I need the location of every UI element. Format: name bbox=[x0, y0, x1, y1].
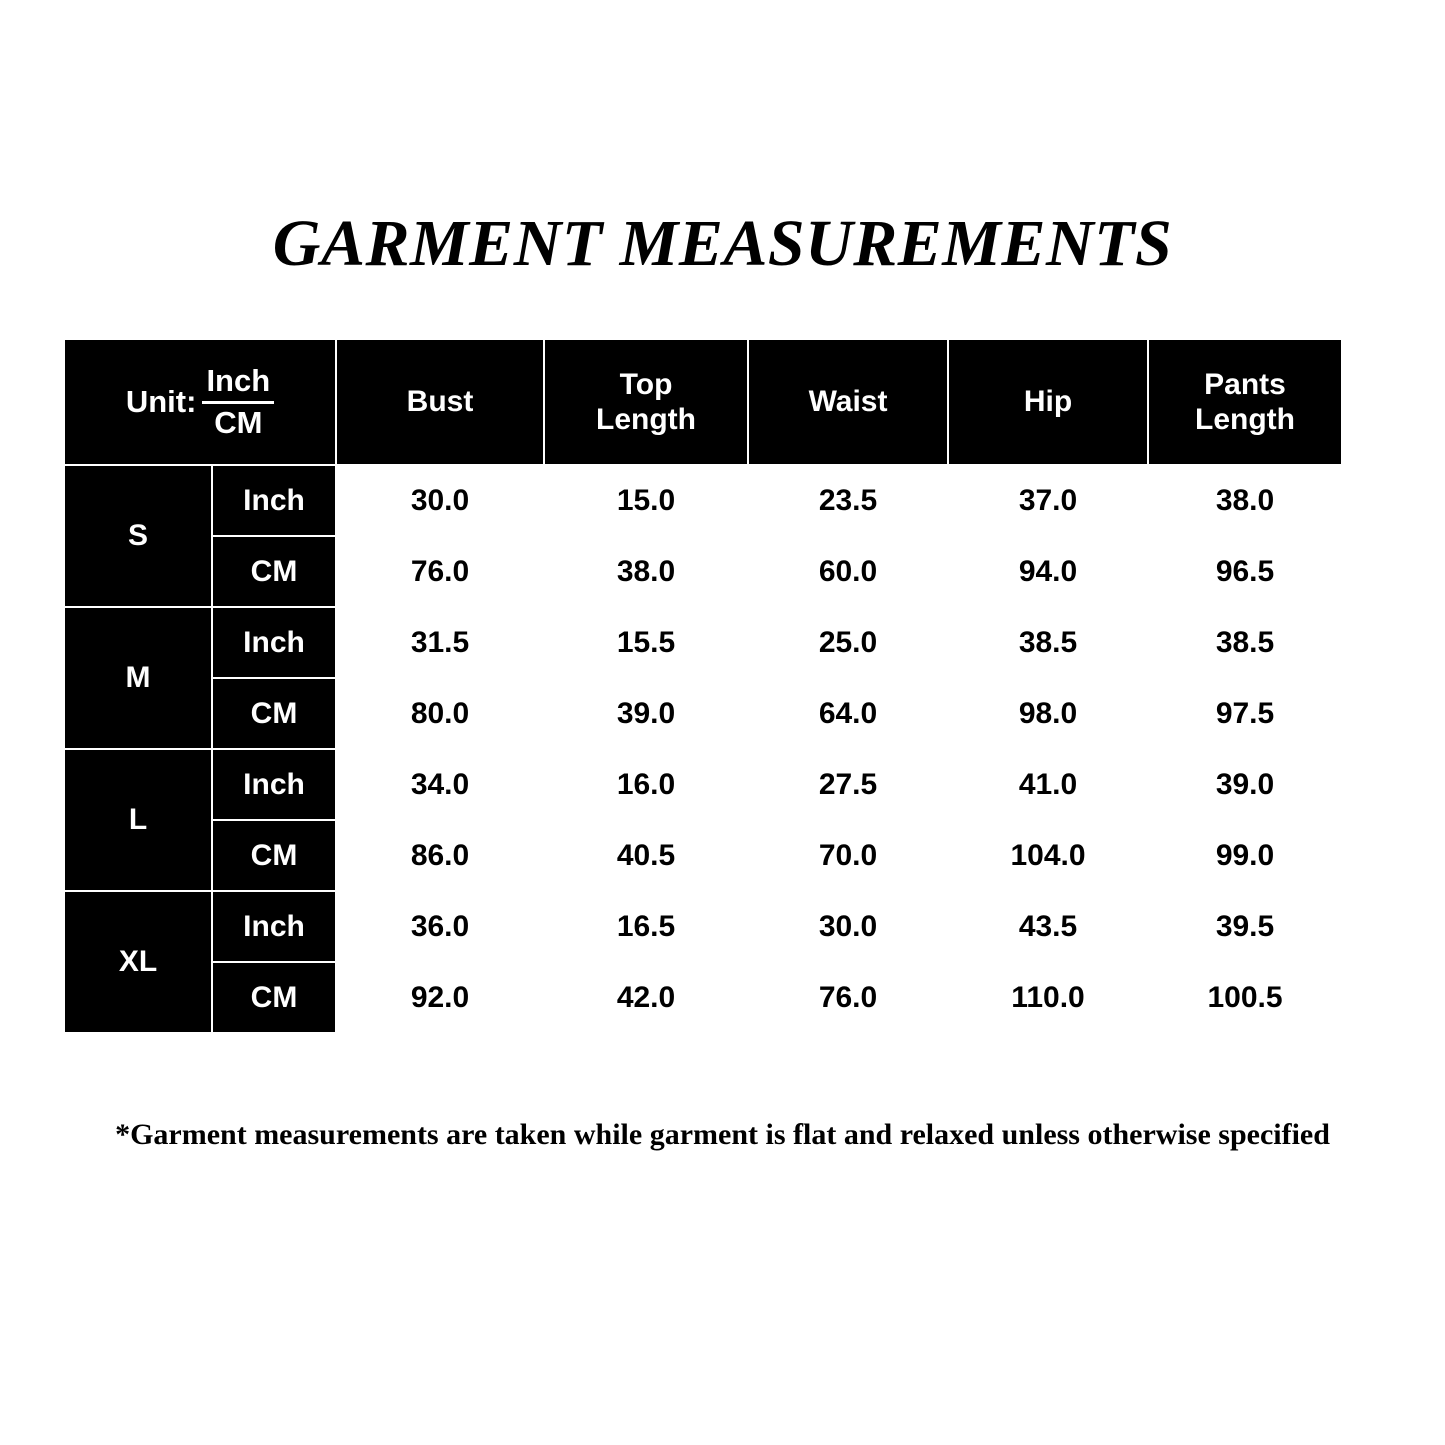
cell-m-inch-hip: 38.5 bbox=[948, 607, 1148, 678]
column-header-hip bbox=[948, 339, 1148, 465]
unit-cell-l-cm: CM bbox=[212, 820, 336, 891]
table-row bbox=[64, 962, 1342, 1033]
cell-s-cm-waist: 60.0 bbox=[748, 536, 948, 607]
cell-xl-cm-pants-length: 100.5 bbox=[1148, 962, 1342, 1033]
cell-xl-cm-hip: 110.0 bbox=[948, 962, 1148, 1033]
measurements-table bbox=[63, 338, 1343, 1034]
column-header-top-length bbox=[544, 339, 748, 465]
table-row bbox=[64, 820, 1342, 891]
column-header-bust bbox=[336, 339, 544, 465]
cell-m-cm-pants-length: 97.5 bbox=[1148, 678, 1342, 749]
cell-s-inch-top-length: 15.0 bbox=[544, 465, 748, 536]
cell-l-cm-top-length: 40.5 bbox=[544, 820, 748, 891]
cell-xl-inch-bust: 36.0 bbox=[336, 891, 544, 962]
footnote-text: *Garment measurements are taken while garment is flat and relaxed unless otherwise specified bbox=[115, 1118, 1330, 1151]
cell-s-cm-bust: 76.0 bbox=[336, 536, 544, 607]
column-header-waist-line1: Waist bbox=[808, 385, 888, 419]
cell-s-cm-top-length: 38.0 bbox=[544, 536, 748, 607]
table-row bbox=[64, 465, 1342, 536]
unit-cell-s-inch: Inch bbox=[212, 465, 336, 536]
measurements-table-container bbox=[63, 338, 1341, 1034]
cell-xl-inch-top-length: 16.5 bbox=[544, 891, 748, 962]
column-header-hip-line1: Hip bbox=[1023, 385, 1073, 419]
cell-l-inch-hip: 41.0 bbox=[948, 749, 1148, 820]
unit-cell-m-inch: Inch bbox=[212, 607, 336, 678]
unit-fraction bbox=[202, 362, 274, 440]
cell-xl-cm-waist: 76.0 bbox=[748, 962, 948, 1033]
size-label-l: L bbox=[64, 749, 212, 891]
unit-label: Unit: bbox=[125, 384, 197, 420]
cell-s-cm-pants-length: 96.5 bbox=[1148, 536, 1342, 607]
size-label-s: S bbox=[64, 465, 212, 607]
size-label-m: M bbox=[64, 607, 212, 749]
cell-m-inch-bust: 31.5 bbox=[336, 607, 544, 678]
table-row bbox=[64, 891, 1342, 962]
column-header-pants-length-line1: Pants bbox=[1204, 367, 1286, 401]
cell-s-inch-pants-length: 38.0 bbox=[1148, 465, 1342, 536]
cell-l-cm-pants-length: 99.0 bbox=[1148, 820, 1342, 891]
cell-m-cm-hip: 98.0 bbox=[948, 678, 1148, 749]
cell-xl-inch-pants-length: 39.5 bbox=[1148, 891, 1342, 962]
cell-m-cm-waist: 64.0 bbox=[748, 678, 948, 749]
column-header-waist bbox=[748, 339, 948, 465]
table-row bbox=[64, 678, 1342, 749]
cell-m-inch-pants-length: 38.5 bbox=[1148, 607, 1342, 678]
cell-l-cm-waist: 70.0 bbox=[748, 820, 948, 891]
cell-s-cm-hip: 94.0 bbox=[948, 536, 1148, 607]
cell-xl-cm-bust: 92.0 bbox=[336, 962, 544, 1033]
unit-cell-l-inch: Inch bbox=[212, 749, 336, 820]
column-header-pants-length-line2: Length bbox=[1195, 403, 1295, 436]
unit-cell-m-cm: CM bbox=[212, 678, 336, 749]
unit-cell-xl-cm: CM bbox=[212, 962, 336, 1033]
cell-l-inch-bust: 34.0 bbox=[336, 749, 544, 820]
table-header-row bbox=[64, 339, 1342, 465]
size-label-xl: XL bbox=[64, 891, 212, 1033]
column-header-bust-line1: Bust bbox=[406, 385, 474, 419]
cell-s-inch-waist: 23.5 bbox=[748, 465, 948, 536]
cell-m-inch-waist: 25.0 bbox=[748, 607, 948, 678]
cell-l-inch-top-length: 16.0 bbox=[544, 749, 748, 820]
table-row bbox=[64, 607, 1342, 678]
column-header-top-length-line2: Length bbox=[596, 403, 696, 436]
cell-l-inch-pants-length: 39.0 bbox=[1148, 749, 1342, 820]
cell-xl-cm-top-length: 42.0 bbox=[544, 962, 748, 1033]
table-row bbox=[64, 749, 1342, 820]
cell-m-inch-top-length: 15.5 bbox=[544, 607, 748, 678]
cell-m-cm-bust: 80.0 bbox=[336, 678, 544, 749]
cell-s-inch-bust: 30.0 bbox=[336, 465, 544, 536]
column-header-pants-length bbox=[1148, 339, 1342, 465]
cell-l-inch-waist: 27.5 bbox=[748, 749, 948, 820]
cell-xl-inch-waist: 30.0 bbox=[748, 891, 948, 962]
cell-m-cm-top-length: 39.0 bbox=[544, 678, 748, 749]
page-title: GARMENT MEASUREMENTS bbox=[272, 207, 1173, 280]
column-header-top-length-line1: Top bbox=[619, 367, 673, 401]
table-row bbox=[64, 536, 1342, 607]
unit-fraction-numerator: Inch bbox=[206, 362, 271, 398]
cell-xl-inch-hip: 43.5 bbox=[948, 891, 1148, 962]
unit-header-cell bbox=[64, 339, 336, 465]
cell-l-cm-bust: 86.0 bbox=[336, 820, 544, 891]
unit-cell-s-cm: CM bbox=[212, 536, 336, 607]
cell-s-inch-hip: 37.0 bbox=[948, 465, 1148, 536]
unit-fraction-denominator: CM bbox=[214, 404, 263, 440]
cell-l-cm-hip: 104.0 bbox=[948, 820, 1148, 891]
unit-cell-xl-inch: Inch bbox=[212, 891, 336, 962]
